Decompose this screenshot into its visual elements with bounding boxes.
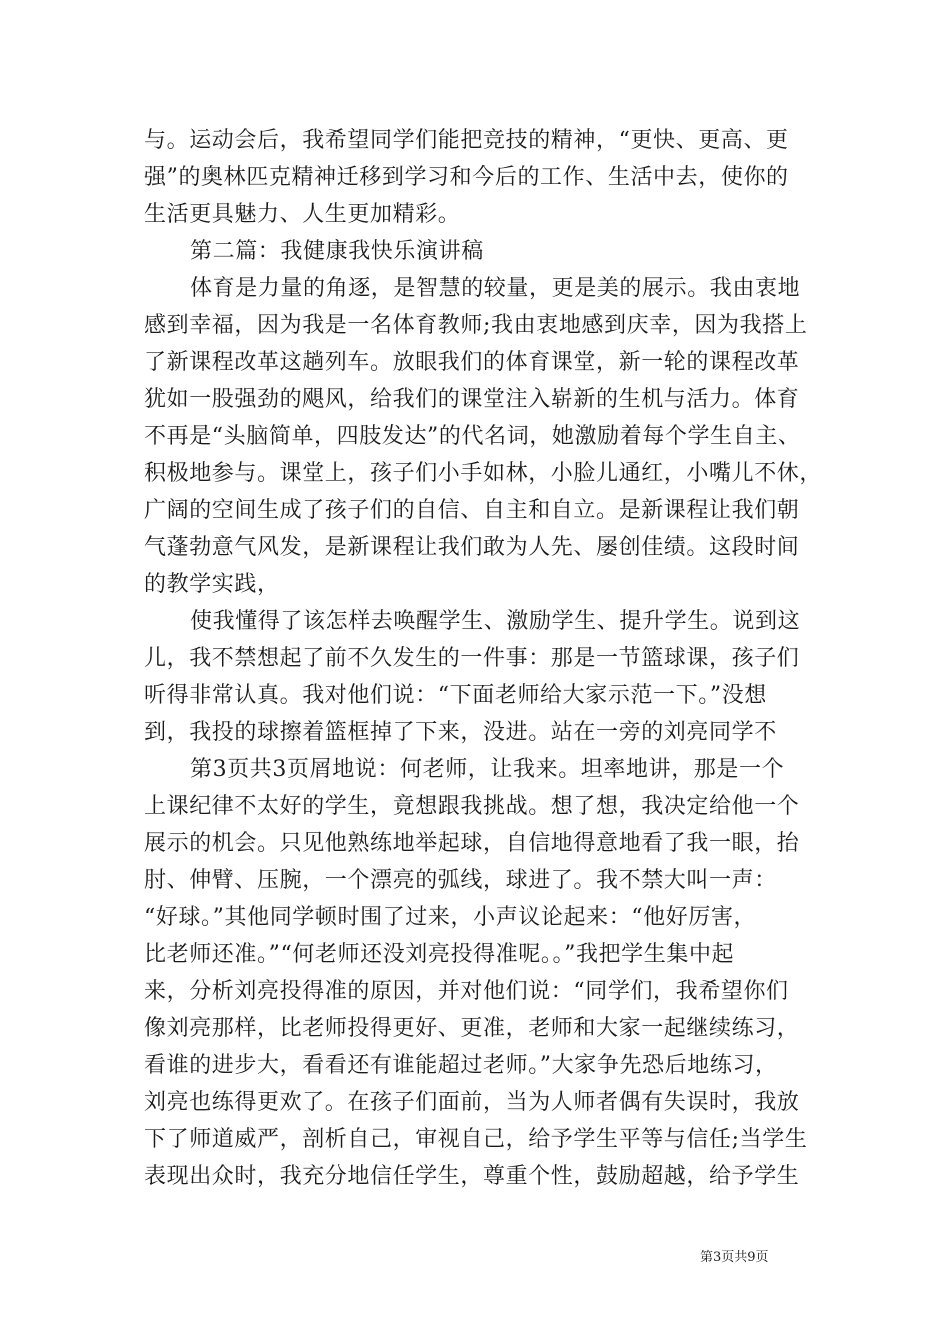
text-line: “好球。”其他同学顿时围了过来，小声议论起来：“他好厉害，: [144, 905, 757, 930]
text-line: 看谁的进步大，看看还有谁能超过老师。”大家争先恐后地练习，: [144, 1053, 778, 1078]
text-line: 气蓬勃意气风发，是新课程让我们敢为人先、屡创佳绩。这段时间: [144, 535, 800, 560]
text-line: 犹如一股强劲的飓风，给我们的课堂注入崭新的生机与活力。体育: [144, 387, 800, 412]
text-line: 来，分析刘亮投得准的原因，并对他们说：“同学们，我希望你们: [144, 979, 789, 1004]
text-line: 下了师道威严，剖析自己，审视自己，给予学生平等与信任;当学生: [144, 1127, 808, 1152]
text-line: 广阔的空间生成了孩子们的自信、自主和自立。是新课程让我们朝: [144, 498, 800, 523]
text-line: 上课纪律不太好的学生，竟想跟我挑战。想了想，我决定给他一个: [144, 794, 800, 819]
text-line: 不再是“头脑简单，四肢发达”的代名词，她激励着每个学生自主、: [144, 424, 801, 449]
text-line: 表现出众时，我充分地信任学生，尊重个性，鼓励超越，给予学生: [144, 1164, 800, 1189]
text-line: 听得非常认真。我对他们说：“下面老师给大家示范一下。”没想: [144, 683, 767, 708]
text-line: 比老师还准。”“何老师还没刘亮投得准呢。。”我把学生集中起: [144, 942, 735, 967]
text-line: 体育是力量的角逐，是智慧的较量，更是美的展示。我由衷地: [190, 276, 801, 301]
text-line: 儿，我不禁想起了前不久发生的一件事：那是一节篮球课，孩子们: [144, 646, 800, 671]
text-line: 使我懂得了该怎样去唤醒学生、激励学生、提升学生。说到这: [190, 609, 801, 634]
text-line: 像刘亮那样，比老师投得更好、更准，老师和大家一起继续练习，: [144, 1016, 800, 1041]
text-line: 强”的奥林匹克精神迁移到学习和今后的工作、生活中去，使你的: [144, 165, 789, 190]
text-line: 了新课程改革这趟列车。放眼我们的体育课堂，新一轮的课程改革: [144, 350, 800, 375]
page-number-footer: 第3页共9页: [700, 1250, 769, 1265]
text-line: 的教学实践，: [144, 572, 280, 597]
text-line: 生活更具魅力、人生更加精彩。: [144, 202, 461, 227]
text-line: 到，我投的球擦着篮框掉了下来，没进。站在一旁的刘亮同学不: [144, 720, 777, 745]
text-line: 与。运动会后，我希望同学们能把竞技的精神，“更快、更高、更: [144, 128, 789, 153]
text-line: 刘亮也练得更欢了。在孩子们面前，当为人师者偶有失误时，我放: [144, 1090, 800, 1115]
text-line: 第3页共3页屑地说：何老师，让我来。坦率地讲，那是一个: [190, 757, 785, 782]
text-line: 感到幸福，因为我是一名体育教师;我由衷地感到庆幸，因为我搭上: [144, 313, 808, 338]
text-line: 积极地参与。课堂上，孩子们小手如林，小脸儿通红，小嘴儿不休，: [144, 461, 823, 486]
text-line: 肘、伸臂、压腕，一个漂亮的弧线，球进了。我不禁大叫一声：: [144, 868, 777, 893]
section-heading: 第二篇：我健康我快乐演讲稿: [190, 239, 484, 264]
text-line: 展示的机会。只见他熟练地举起球，自信地得意地看了我一眼，抬: [144, 831, 800, 856]
